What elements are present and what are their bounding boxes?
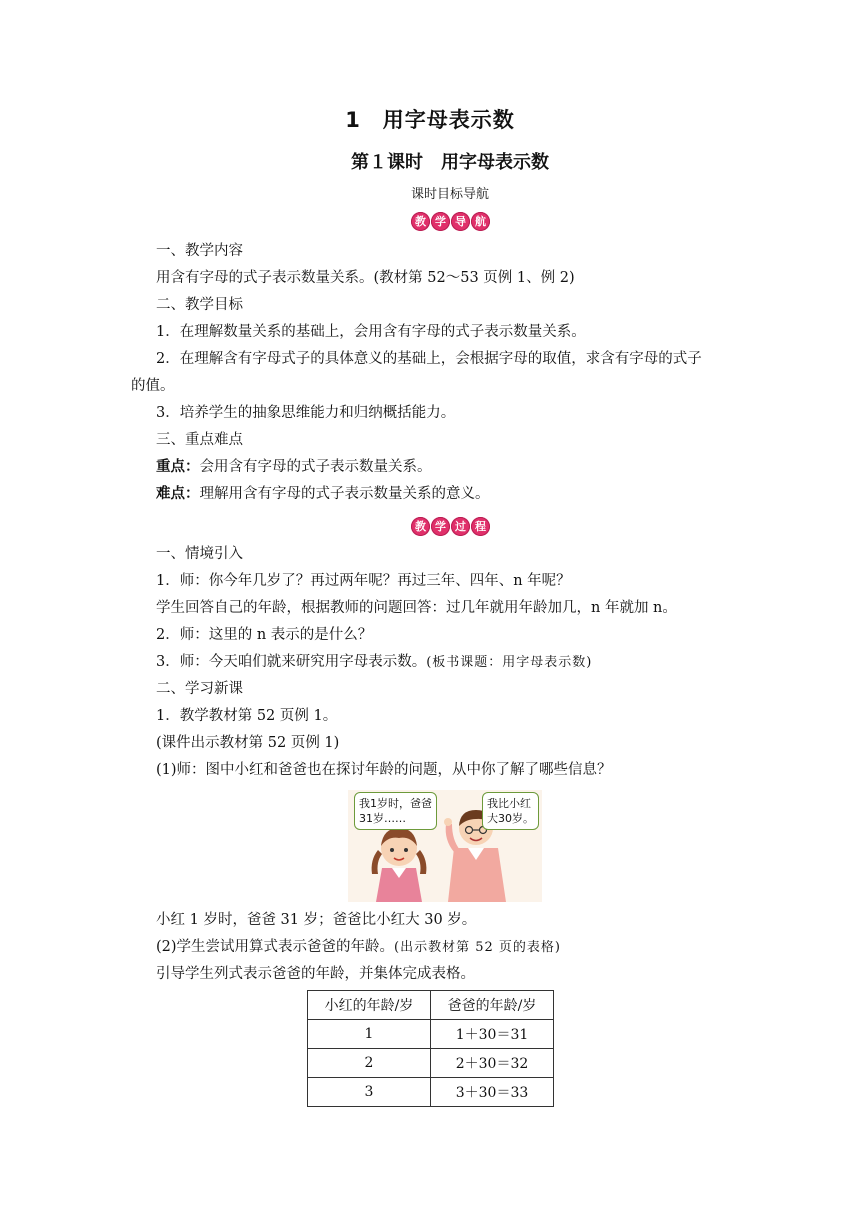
difficulty-line [156,484,490,504]
paragraph: (课件出示教材第 52 页例 1) [156,735,340,751]
table-cell: 1 [308,1020,431,1049]
age-table [307,990,554,1107]
lesson-title: 第１课时 用字母表示数 [351,152,549,173]
table-cell: 2＋30＝32 [431,1049,554,1078]
badge-char: 导 [451,212,470,231]
paragraph: (1)师：图中小红和爸爸也在探讨年龄的问题，从中你了解了哪些信息？ [156,762,612,778]
heading-goals: 二、教学目标 [156,297,243,313]
paragraph-continued: 的值。 [131,378,175,394]
table-header-cell: 小红的年龄/岁 [308,991,431,1020]
table-row [308,1049,554,1078]
badge-char: 教 [411,517,430,536]
paragraph-text: 3．师：今天咱们就来研究用字母表示数。 [156,654,427,670]
badge-char: 程 [471,517,490,536]
chapter-title: 1 用字母表示数 [345,108,515,132]
paragraph: 1．教学教材第 52 页例 1。 [156,708,338,724]
teaching-process-badge [411,516,490,536]
key-point-line [156,457,432,477]
badge-char: 教 [411,212,430,231]
table-row [308,1078,554,1107]
badge-char: 航 [471,212,490,231]
board-note: (板书课题：用字母表示数) [426,655,593,670]
paragraph: 2．在理解含有字母式子的具体意义的基础上，会根据字母的取值，求含有字母的式子 [156,351,702,367]
heading-content: 一、教学内容 [156,243,243,259]
bubble-line: 我比小红 [487,797,531,810]
badge-char: 学 [431,212,450,231]
key-point-text: 会用含有字母的式子表示数量关系。 [199,459,432,475]
table-row [308,1020,554,1049]
paragraph: 1．在理解数量关系的基础上，会用含有字母的式子表示数量关系。 [156,324,586,340]
paragraph: 小红 1 岁时，爸爸 31 岁；爸爸比小红大 30 岁。 [156,912,477,928]
bubble-line: 大30岁。 [487,812,534,825]
badge-char: 学 [431,517,450,536]
paragraph: 1．师：你今年几岁了？再过两年呢？再过三年、四年、n 年呢？ [156,573,571,589]
difficulty-text: 理解用含有字母的式子表示数量关系的意义。 [199,486,490,502]
bubble-line: 我1岁时，爸爸 [359,797,432,810]
paragraph: 学生回答自己的年龄，根据教师的问题回答：过几年就用年龄加几，n 年就加 n。 [156,600,677,616]
dad-speech-bubble [482,792,539,830]
teaching-guide-badge [411,211,490,231]
table-cell: 3 [308,1078,431,1107]
badge-char: 过 [451,517,470,536]
key-point-label: 重点： [156,459,200,475]
difficulty-label: 难点： [156,486,200,502]
girl-speech-bubble [354,792,437,830]
table-header-cell: 爸爸的年龄/岁 [431,991,554,1020]
heading-intro: 一、情境引入 [156,546,243,562]
paragraph: 用含有字母的式子表示数量关系。(教材第 52～53 页例 1、例 2) [156,270,575,286]
paragraph: 引导学生列式表示爸爸的年龄，并集体完成表格。 [156,966,475,982]
paragraph: 3．培养学生的抽象思维能力和归纳概括能力。 [156,405,456,421]
heading-key-points: 三、重点难点 [156,432,243,448]
table-cell: 3＋30＝33 [431,1078,554,1107]
table-header-row [308,991,554,1020]
paragraph-text: (2)学生尝试用算式表示爸爸的年龄。 [156,939,395,955]
paragraph [156,937,561,958]
table-cell: 1＋30＝31 [431,1020,554,1049]
paragraph: 2．师：这里的 n 表示的是什么？ [156,627,373,643]
heading-new-lesson: 二、学习新课 [156,681,243,697]
table-note: (出示教材第 52 页的表格) [394,940,561,955]
bubble-line: 31岁…… [359,812,406,825]
example-illustration [348,790,542,902]
section-subtitle: 课时目标导航 [410,187,489,202]
table-cell: 2 [308,1049,431,1078]
paragraph [156,652,592,673]
